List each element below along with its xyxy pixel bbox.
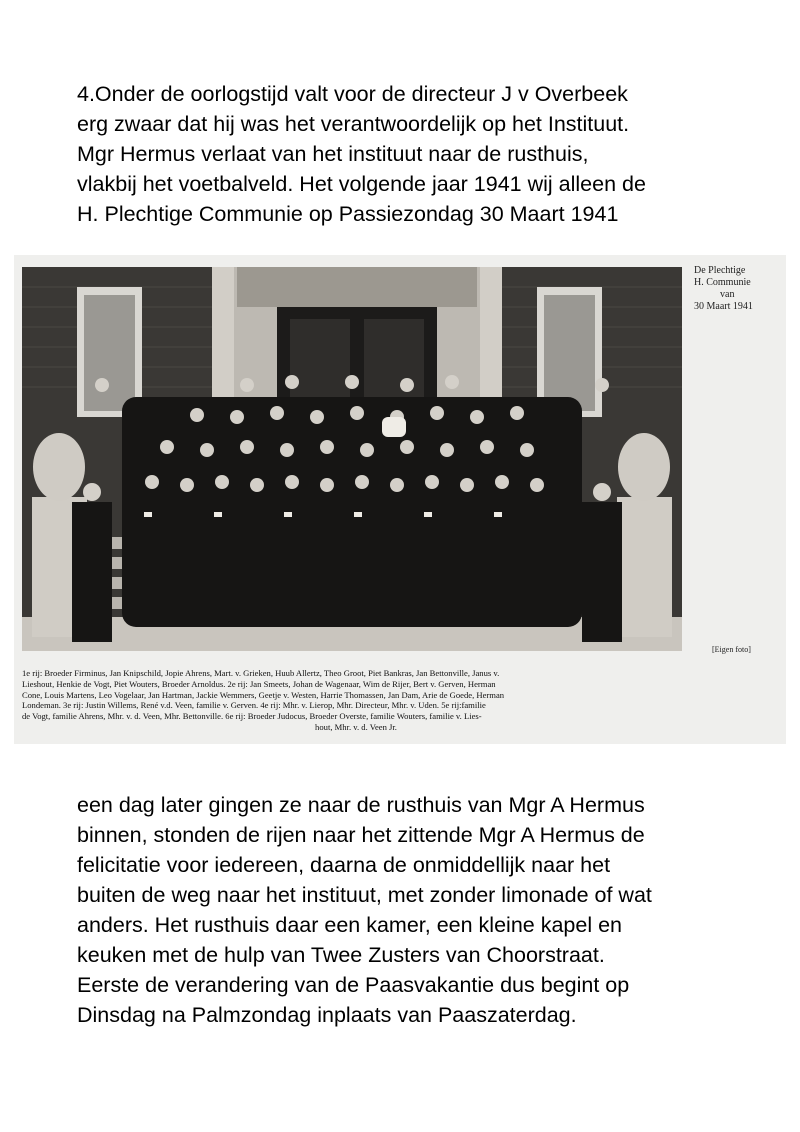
- names-line: de Vogt, familie Ahrens, Mhr. v. d. Veen, Mhr. Bettonville. 6e rij: Broeder Judocus, Broeder Overste, familie Wouters, familie v. Lies-: [22, 711, 482, 722]
- text-line: 4.Onder de oorlogstijd valt voor de directeur J v Overbeek: [77, 82, 628, 106]
- caption-line: 30 Maart 1941: [694, 301, 753, 312]
- caption-line: De Plechtige: [694, 265, 746, 276]
- caption-line: van: [720, 289, 735, 300]
- text-line: keuken met de hulp van Twee Zusters van Choorstraat.: [77, 943, 605, 967]
- names-line: Londeman. 3e rij: Justin Willems, René v.d. Veen, familie v. Gerven. 4e rij: Mhr. v. Lierop, Mhr. Directeur, Mhr. v. Uden. 5e rij:familie: [22, 700, 486, 711]
- names-line: hout, Mhr. v. d. Veen Jr.: [315, 721, 397, 732]
- names-line: Lieshout, Henkie de Vogt, Piet Wouters, Broeder Arnoldus. 2e rij: Jan Smeets, Johan de Wagenaar, Wim de Rijer, Bert v. Gerven, Herman: [22, 678, 496, 689]
- caption-line: H. Communie: [694, 277, 751, 288]
- text-line: felicitatie voor iedereen, daarna de onmiddellijk naar het: [77, 853, 611, 877]
- text-line: H. Plechtige Communie op Passiezondag 30 Maart 1941: [77, 202, 619, 226]
- text-line: Mgr Hermus verlaat van het instituut naar de rusthuis,: [77, 142, 589, 166]
- text-line: binnen, stonden de rijen naar het zittende Mgr A Hermus de: [77, 823, 645, 847]
- text-line: Dinsdag na Palmzondag inplaats van Paaszaterdag.: [77, 1003, 577, 1027]
- text-line: buiten de weg naar het instituut, met zonder limonade of wat: [77, 883, 652, 907]
- text-line: erg zwaar dat hij was het verantwoordelijk op het Instituut.: [77, 112, 630, 136]
- group-photo: [22, 267, 682, 651]
- text-line: Eerste de verandering van de Paasvakantie dus begint op: [77, 973, 630, 997]
- text-line: vlakbij het voetbalveld. Het volgende jaar 1941 wij alleen de: [77, 172, 646, 196]
- intro-paragraph: [77, 79, 737, 229]
- photo-credit: [Eigen foto]: [712, 645, 751, 654]
- closing-paragraph: [77, 790, 737, 1030]
- photo-side-caption: [694, 265, 780, 313]
- names-line: Cone, Louis Martens, Leo Vogelaar, Jan Hartman, Jackie Wemmers, Geetje v. Westen, Harrie Thomassen, Jan Dam, Arie de Goede, Herman: [22, 689, 505, 700]
- scanned-clipping: [14, 255, 786, 744]
- text-line: een dag later gingen ze naar de rusthuis van Mgr A Hermus: [77, 793, 645, 817]
- names-line: 1e rij: Broeder Firminus, Jan Knipschild, Jopie Ahrens, Mart. v. Grieken, Huub Allertz, Theo Groot, Piet Bankras, Jan Bettonville, Janus v.: [22, 668, 500, 678]
- group-photo-drawing: [22, 267, 682, 651]
- names-caption: [22, 668, 690, 733]
- text-line: anders. Het rusthuis daar een kamer, een kleine kapel en: [77, 913, 622, 937]
